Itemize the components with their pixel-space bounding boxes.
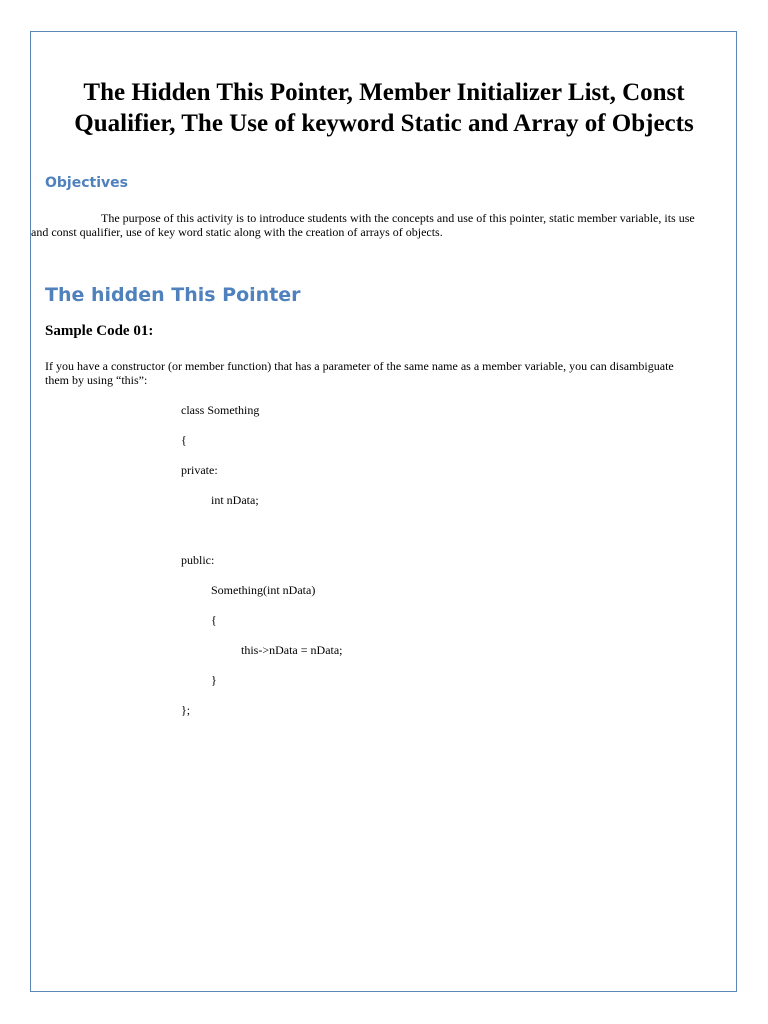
objectives-heading: Objectives: [45, 175, 128, 191]
code-line: {: [211, 613, 217, 627]
code-line: int nData;: [211, 493, 259, 507]
code-line: Something(int nData): [211, 583, 316, 597]
code-line: }: [211, 673, 217, 687]
code-line: {: [181, 433, 187, 447]
document-title: The Hidden This Pointer, Member Initializer List, Const Qualifier, The Use of keyword Static and Array of Objects: [74, 79, 694, 137]
page-border: [30, 31, 737, 992]
code-line: this->nData = nData;: [241, 643, 343, 657]
code-line: class Something: [181, 403, 260, 417]
sample-code-heading: Sample Code 01:: [45, 323, 154, 339]
objectives-paragraph: The purpose of this activity is to introduce students with the concepts and use of this pointer, static member variable, its use and const qualifier, use of key word static along with the creation of arrays of objects.: [31, 211, 695, 239]
code-line: public:: [181, 553, 215, 567]
code-line: private:: [181, 463, 218, 477]
section-heading: The hidden This Pointer: [45, 284, 301, 306]
intro-paragraph: If you have a constructor (or member function) that has a parameter of the same name as a member variable, you can disambiguate them by using “this”:: [45, 359, 674, 387]
code-line: };: [181, 703, 191, 717]
